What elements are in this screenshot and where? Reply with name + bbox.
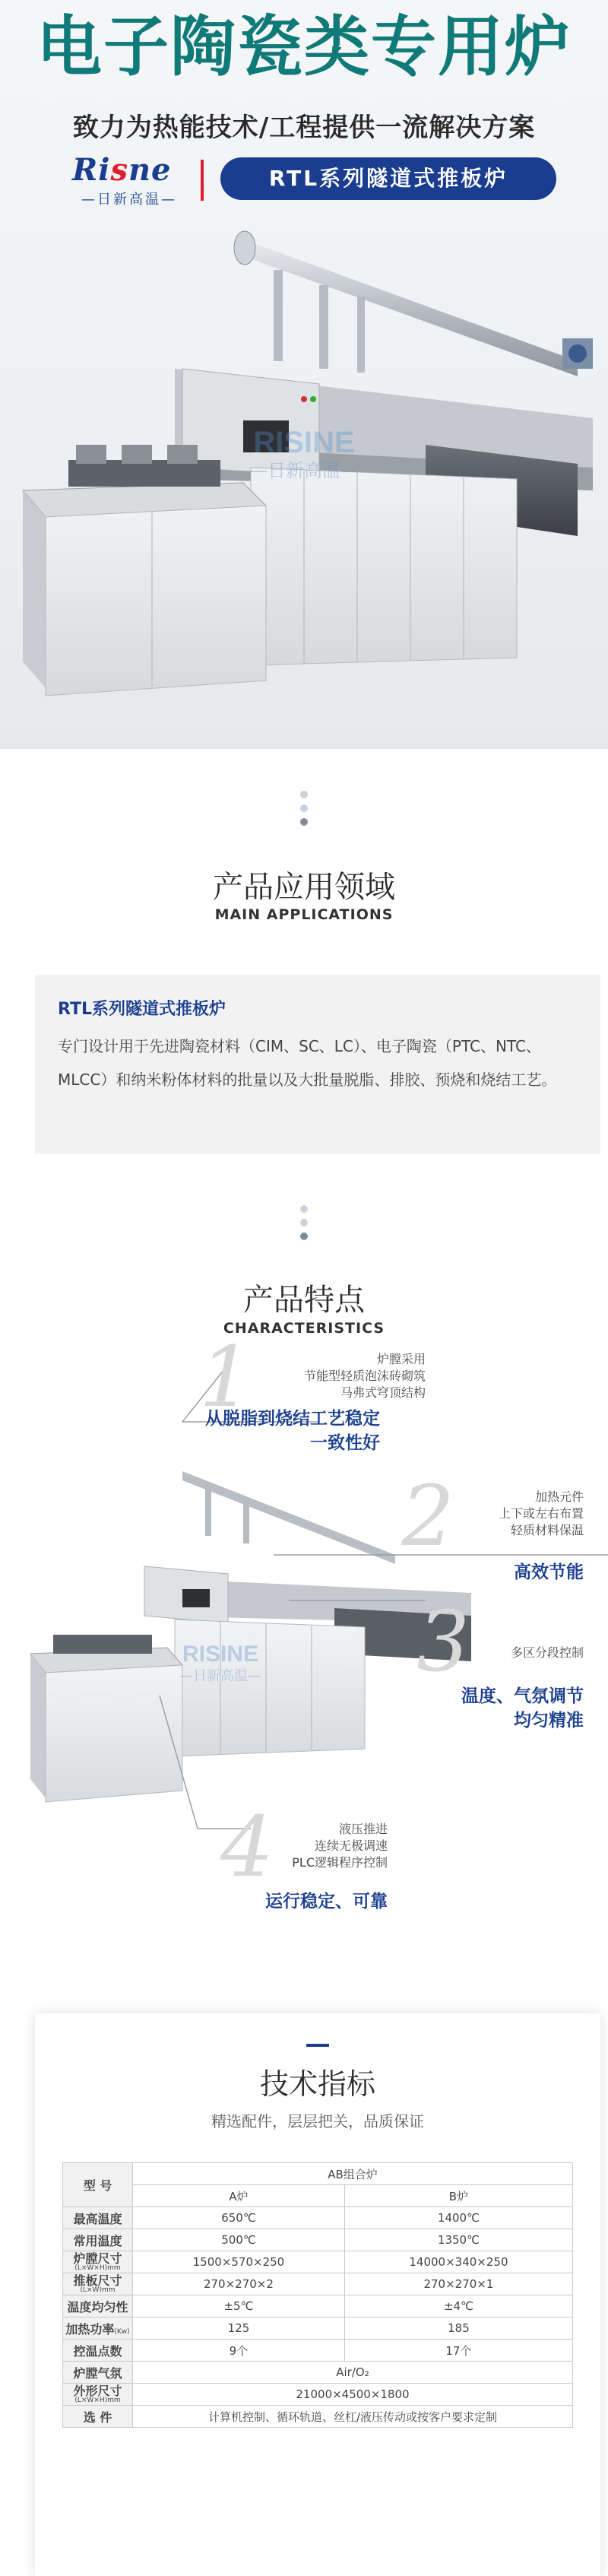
brand-logo: Risne —日新高温— <box>72 152 194 205</box>
table-cell: 加热功率(Kw) <box>63 2317 133 2340</box>
table-cell: 17个 <box>344 2340 572 2362</box>
feature-number-2: 2 <box>401 1467 454 1565</box>
table-cell: 270×270×2 <box>133 2273 345 2295</box>
table-row <box>63 2207 573 2229</box>
applications-box-text: 专门设计用于先进陶瓷材料（CIM、SC、LC）、电子陶瓷（PTC、NTC、MLCC）和纳米粉体材料的批量以及大批量脱脂、排胶、预烧和烧结工艺。 <box>58 1037 557 1089</box>
table-cell: 650℃ <box>133 2207 345 2229</box>
hero-title: 电子陶瓷类专用炉 <box>36 9 572 85</box>
table-row <box>63 2251 573 2273</box>
table-cell: 185 <box>344 2317 572 2340</box>
table-cell: 500℃ <box>133 2229 345 2251</box>
table-cell: 炉膛尺寸 (L×W×H)mm <box>63 2251 133 2273</box>
table-cell: 温度均匀性 <box>63 2295 133 2317</box>
table-cell: 最高温度 <box>63 2207 133 2229</box>
feature-2-highlight: 高效节能 <box>514 1562 584 1582</box>
svg-text:—日新高温—: —日新高温— <box>249 460 359 481</box>
section-dots <box>298 791 310 832</box>
table-cell: 型 号 <box>63 2163 133 2207</box>
table-row <box>63 2229 573 2251</box>
product-name-pill: RTL系列隧道式推板炉 <box>220 157 556 200</box>
feature-4-detail: 液压推进 连续无极调速 PLC逻辑程序控制 <box>292 1822 388 1870</box>
table-cell: 14000×340×250 <box>344 2251 572 2273</box>
feature-number-3: 3 <box>416 1593 470 1690</box>
table-cell: 推板尺寸 (L×W)mm <box>63 2273 133 2295</box>
table-cell: 控温点数 <box>63 2340 133 2362</box>
table-cell: 1500×570×250 <box>133 2251 345 2273</box>
furnace-hero-image <box>0 217 608 749</box>
table-cell: 1350℃ <box>344 2229 572 2251</box>
table-cell: 9个 <box>133 2340 345 2362</box>
table-cell: ±4℃ <box>344 2295 572 2317</box>
table-cell: Air/O₂ <box>133 2362 573 2384</box>
table-cell: 常用温度 <box>63 2229 133 2251</box>
table-cell: 外形尺寸 (L×W×H)mm <box>63 2384 133 2406</box>
table-cell: 计算机控制、循环轨道、丝杠/液压传动或按客户要求定制 <box>133 2406 573 2428</box>
table-row <box>63 2406 573 2428</box>
applications-box-title: RTL系列隧道式推板炉 <box>58 1000 226 1019</box>
section-title-characteristics: 产品特点 <box>243 1283 365 1318</box>
section-title-applications: 产品应用领域 <box>213 870 395 905</box>
specs-accent-bar <box>306 2044 329 2047</box>
table-row <box>63 2273 573 2295</box>
table-row <box>63 2384 573 2406</box>
svg-text:RISINE: RISINE <box>253 426 355 459</box>
table-row <box>63 2295 573 2317</box>
svg-text:RISINE: RISINE <box>182 1642 259 1667</box>
specs-title: 技术指标 <box>259 2067 375 2101</box>
table-row <box>63 2362 573 2384</box>
section-subtitle-characteristics: CHARACTERISTICS <box>223 1320 385 1337</box>
table-cell: 炉膛气氛 <box>63 2362 133 2384</box>
table-cell: ±5℃ <box>133 2295 345 2317</box>
brand-logo-cn: —日新高温— <box>81 192 177 208</box>
table-cell: AB组合炉 <box>133 2163 573 2185</box>
feature-2-detail: 加热元件 上下或左右布置 轻质材料保温 <box>498 1489 584 1537</box>
table-row <box>63 2340 573 2362</box>
section-subtitle-applications: MAIN APPLICATIONS <box>214 906 394 923</box>
table-cell: 125 <box>133 2317 345 2340</box>
svg-text:—日新高温—: —日新高温— <box>179 1668 261 1684</box>
logo-divider <box>201 160 204 201</box>
feature-3-highlight: 温度、气氛调节 均匀精准 <box>461 1686 584 1731</box>
table-row <box>63 2185 573 2207</box>
table-row <box>63 2317 573 2340</box>
table-cell: 1400℃ <box>344 2207 572 2229</box>
feature-3-detail: 多区分段控制 <box>510 1645 584 1660</box>
specs-subtitle: 精选配件，层层把关，品质保证 <box>211 2112 424 2130</box>
table-cell: B炉 <box>344 2185 572 2207</box>
table-cell: 270×270×1 <box>344 2273 572 2295</box>
table-cell: 选 件 <box>63 2406 133 2428</box>
table-cell: 21000×4500×1800 <box>133 2384 573 2406</box>
section-dots <box>298 1205 310 1246</box>
table-row <box>63 2163 573 2185</box>
feature-1-highlight: 从脱脂到烧结工艺稳定 一致性好 <box>205 1409 380 1453</box>
specs-table <box>62 2162 573 2428</box>
table-cell: A炉 <box>133 2185 345 2207</box>
feature-1-detail: 炉膛采用 节能型轻质泡沫砖砌筑 马弗式穹顶结构 <box>303 1352 426 1400</box>
specs-card <box>35 2013 600 2576</box>
hero-subtitle: 致力为热能技术/工程提供一流解决方案 <box>72 113 536 143</box>
feature-number-1: 1 <box>199 1328 252 1426</box>
feature-number-4: 4 <box>220 1798 274 1896</box>
feature-4-highlight: 运行稳定、可靠 <box>265 1892 388 1911</box>
applications-box <box>35 975 600 1154</box>
hero-banner <box>0 0 608 749</box>
